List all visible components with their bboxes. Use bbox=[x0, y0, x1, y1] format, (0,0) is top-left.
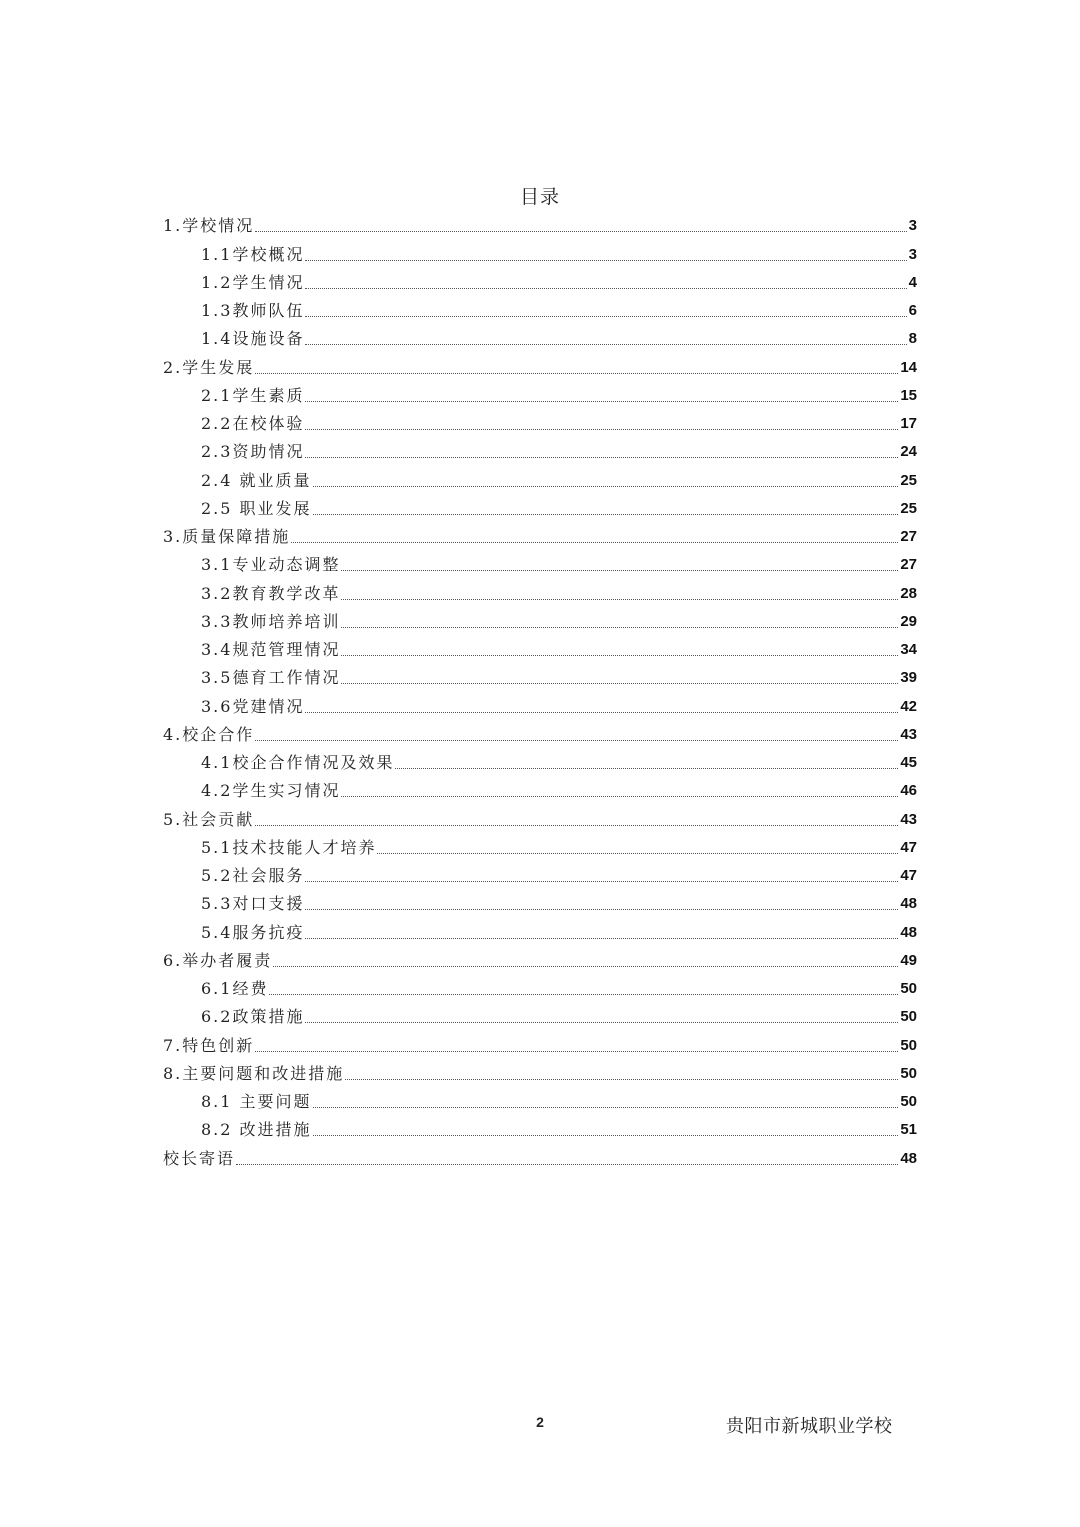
toc-entry-label: 7.特色创新 bbox=[163, 1035, 255, 1055]
dot-leader bbox=[313, 485, 899, 487]
toc-entry-label: 1.学校情况 bbox=[163, 216, 255, 236]
toc-entry-page: 27 bbox=[900, 528, 917, 545]
toc-entry[interactable] bbox=[163, 409, 917, 437]
toc-entry-page: 6 bbox=[908, 302, 917, 319]
dot-leader bbox=[305, 456, 898, 458]
toc-entry-page: 25 bbox=[900, 471, 917, 489]
toc-entry-page: 46 bbox=[900, 782, 917, 800]
toc-entry[interactable] bbox=[163, 1115, 917, 1143]
toc-entry-label: 2.3资助情况 bbox=[201, 442, 305, 462]
toc-entry[interactable] bbox=[163, 578, 917, 606]
dot-leader bbox=[313, 1134, 899, 1136]
toc-entry-page: 42 bbox=[900, 697, 917, 715]
dot-leader bbox=[291, 541, 898, 543]
table-of-contents bbox=[163, 211, 917, 1172]
toc-entry-page: 3 bbox=[908, 217, 917, 235]
toc-entry-page: 25 bbox=[900, 499, 917, 517]
dot-leader bbox=[345, 1078, 898, 1080]
dot-leader bbox=[341, 682, 898, 684]
toc-entry-label: 4.2学生实习情况 bbox=[201, 781, 341, 801]
toc-entry[interactable] bbox=[163, 691, 917, 719]
toc-entry-label: 8.1 主要问题 bbox=[201, 1092, 312, 1111]
toc-entry-label: 5.社会贡献 bbox=[163, 809, 255, 829]
toc-entry[interactable] bbox=[163, 833, 917, 861]
dot-leader bbox=[255, 824, 898, 826]
toc-entry-label: 6.1经费 bbox=[201, 979, 269, 998]
toc-entry[interactable] bbox=[163, 861, 917, 889]
dot-leader bbox=[305, 428, 898, 430]
toc-entry-page: 50 bbox=[900, 980, 917, 997]
toc-entry[interactable] bbox=[163, 465, 917, 493]
toc-entry-page: 50 bbox=[900, 1064, 917, 1082]
toc-entry-label: 3.6党建情况 bbox=[201, 696, 305, 716]
toc-entry[interactable] bbox=[163, 720, 917, 748]
toc-entry[interactable] bbox=[163, 522, 917, 550]
toc-entry-page: 50 bbox=[900, 1093, 917, 1110]
dot-leader bbox=[269, 993, 898, 995]
toc-entry[interactable] bbox=[163, 974, 917, 1002]
toc-entry[interactable] bbox=[163, 917, 917, 945]
dot-leader bbox=[305, 937, 898, 939]
toc-entry-page: 3 bbox=[908, 245, 917, 263]
toc-entry-label: 1.2学生情况 bbox=[201, 272, 305, 292]
toc-entry-page: 39 bbox=[900, 669, 917, 687]
dot-leader bbox=[377, 852, 898, 854]
dot-leader bbox=[305, 400, 898, 402]
toc-entry[interactable] bbox=[163, 211, 917, 239]
toc-entry-label: 3.5德育工作情况 bbox=[201, 668, 341, 688]
dot-leader bbox=[395, 767, 898, 769]
toc-entry[interactable] bbox=[163, 804, 917, 832]
toc-entry-page: 43 bbox=[900, 810, 917, 828]
dot-leader bbox=[341, 598, 898, 600]
dot-leader bbox=[305, 880, 898, 882]
toc-entry-page: 14 bbox=[900, 358, 917, 376]
dot-leader bbox=[236, 1163, 898, 1165]
toc-entry-label: 1.1学校概况 bbox=[201, 244, 305, 264]
dot-leader bbox=[313, 513, 899, 515]
toc-entry[interactable] bbox=[163, 239, 917, 267]
dot-leader bbox=[313, 1106, 899, 1108]
toc-entry[interactable] bbox=[163, 607, 917, 635]
toc-entry-label: 1.3教师队伍 bbox=[201, 301, 305, 320]
toc-entry-label: 2.4 就业质量 bbox=[201, 470, 312, 490]
toc-entry-label: 8.2 改进措施 bbox=[201, 1120, 312, 1140]
toc-entry[interactable] bbox=[163, 352, 917, 380]
toc-entry-label: 6.举办者履责 bbox=[163, 950, 273, 970]
dot-leader bbox=[305, 287, 906, 289]
toc-entry-label: 1.4设施设备 bbox=[201, 329, 305, 349]
toc-entry-page: 45 bbox=[900, 754, 917, 771]
toc-entry-page: 43 bbox=[900, 725, 917, 743]
toc-entry[interactable] bbox=[163, 635, 917, 663]
toc-entry[interactable] bbox=[163, 296, 917, 324]
toc-entry[interactable] bbox=[163, 268, 917, 296]
toc-entry-page: 47 bbox=[900, 838, 917, 856]
toc-entry-page: 15 bbox=[900, 386, 917, 404]
toc-entry-label: 5.2社会服务 bbox=[201, 866, 305, 885]
toc-entry-label: 5.1技术技能人才培养 bbox=[201, 837, 377, 857]
toc-entry-page: 50 bbox=[900, 1008, 917, 1026]
toc-entry[interactable] bbox=[163, 381, 917, 409]
dot-leader bbox=[305, 1021, 898, 1023]
toc-entry-page: 50 bbox=[900, 1036, 917, 1054]
dot-leader bbox=[305, 343, 906, 345]
toc-entry-page: 17 bbox=[900, 415, 917, 432]
toc-entry[interactable] bbox=[163, 946, 917, 974]
footer-page-number: 2 bbox=[536, 1414, 544, 1430]
toc-entry-label: 4.1校企合作情况及效果 bbox=[201, 753, 395, 772]
toc-entry-page: 34 bbox=[900, 641, 917, 658]
toc-entry-page: 48 bbox=[900, 895, 917, 913]
toc-entry-label: 3.3教师培养培训 bbox=[201, 611, 341, 631]
dot-leader bbox=[341, 654, 898, 656]
toc-entry-label: 2.2在校体验 bbox=[201, 414, 305, 433]
toc-title: 目录 bbox=[519, 186, 560, 208]
toc-entry-label: 2.5 职业发展 bbox=[201, 498, 312, 518]
toc-entry-page: 29 bbox=[900, 612, 917, 630]
dot-leader bbox=[305, 315, 906, 317]
dot-leader bbox=[255, 1050, 898, 1052]
toc-entry-label: 校长寄语 bbox=[163, 1148, 236, 1168]
toc-entry[interactable] bbox=[163, 437, 917, 465]
dot-leader bbox=[341, 626, 898, 628]
toc-entry-page: 49 bbox=[900, 951, 917, 969]
toc-entry-label: 5.3对口支援 bbox=[201, 894, 305, 914]
toc-entry[interactable] bbox=[163, 550, 917, 578]
toc-entry-page: 24 bbox=[900, 443, 917, 461]
dot-leader bbox=[305, 259, 906, 261]
toc-entry[interactable] bbox=[163, 889, 917, 917]
toc-entry-page: 48 bbox=[900, 923, 917, 941]
toc-entry-label: 5.4服务抗疫 bbox=[201, 922, 305, 942]
toc-entry[interactable] bbox=[163, 748, 917, 776]
toc-entry[interactable] bbox=[163, 1087, 917, 1115]
toc-entry[interactable] bbox=[163, 494, 917, 522]
dot-leader bbox=[341, 795, 898, 797]
toc-entry-page: 48 bbox=[900, 1149, 917, 1167]
toc-entry-label: 3.2教育教学改革 bbox=[201, 583, 341, 603]
toc-entry-page: 8 bbox=[908, 330, 917, 348]
toc-entry-page: 4 bbox=[908, 273, 917, 291]
toc-entry-label: 3.质量保障措施 bbox=[163, 527, 291, 546]
dot-leader bbox=[305, 908, 898, 910]
toc-entry-page: 47 bbox=[900, 867, 917, 884]
toc-entry-label: 8.主要问题和改进措施 bbox=[163, 1063, 345, 1083]
dot-leader bbox=[255, 739, 898, 741]
toc-entry[interactable] bbox=[163, 776, 917, 804]
dot-leader bbox=[341, 569, 898, 571]
toc-entry[interactable] bbox=[163, 1030, 917, 1058]
dot-leader bbox=[255, 372, 898, 374]
toc-entry[interactable] bbox=[163, 663, 917, 691]
toc-entry-label: 3.1专业动态调整 bbox=[201, 555, 341, 575]
toc-entry-page: 27 bbox=[900, 556, 917, 574]
toc-entry[interactable] bbox=[163, 1002, 917, 1030]
toc-entry-label: 4.校企合作 bbox=[163, 724, 255, 744]
dot-leader bbox=[273, 965, 898, 967]
toc-entry-label: 2.1学生素质 bbox=[201, 385, 305, 405]
toc-entry-page: 51 bbox=[900, 1121, 917, 1139]
toc-entry[interactable] bbox=[163, 324, 917, 352]
toc-entry-label: 6.2政策措施 bbox=[201, 1007, 305, 1027]
toc-entry-page: 28 bbox=[900, 584, 917, 602]
dot-leader bbox=[305, 711, 898, 713]
toc-entry[interactable] bbox=[163, 1059, 917, 1087]
dot-leader bbox=[255, 230, 906, 232]
footer-school-name: 贵阳市新城职业学校 bbox=[726, 1416, 893, 1437]
toc-entry-label: 2.学生发展 bbox=[163, 357, 255, 377]
toc-entry[interactable] bbox=[163, 1143, 917, 1171]
toc-entry-label: 3.4规范管理情况 bbox=[201, 640, 341, 659]
